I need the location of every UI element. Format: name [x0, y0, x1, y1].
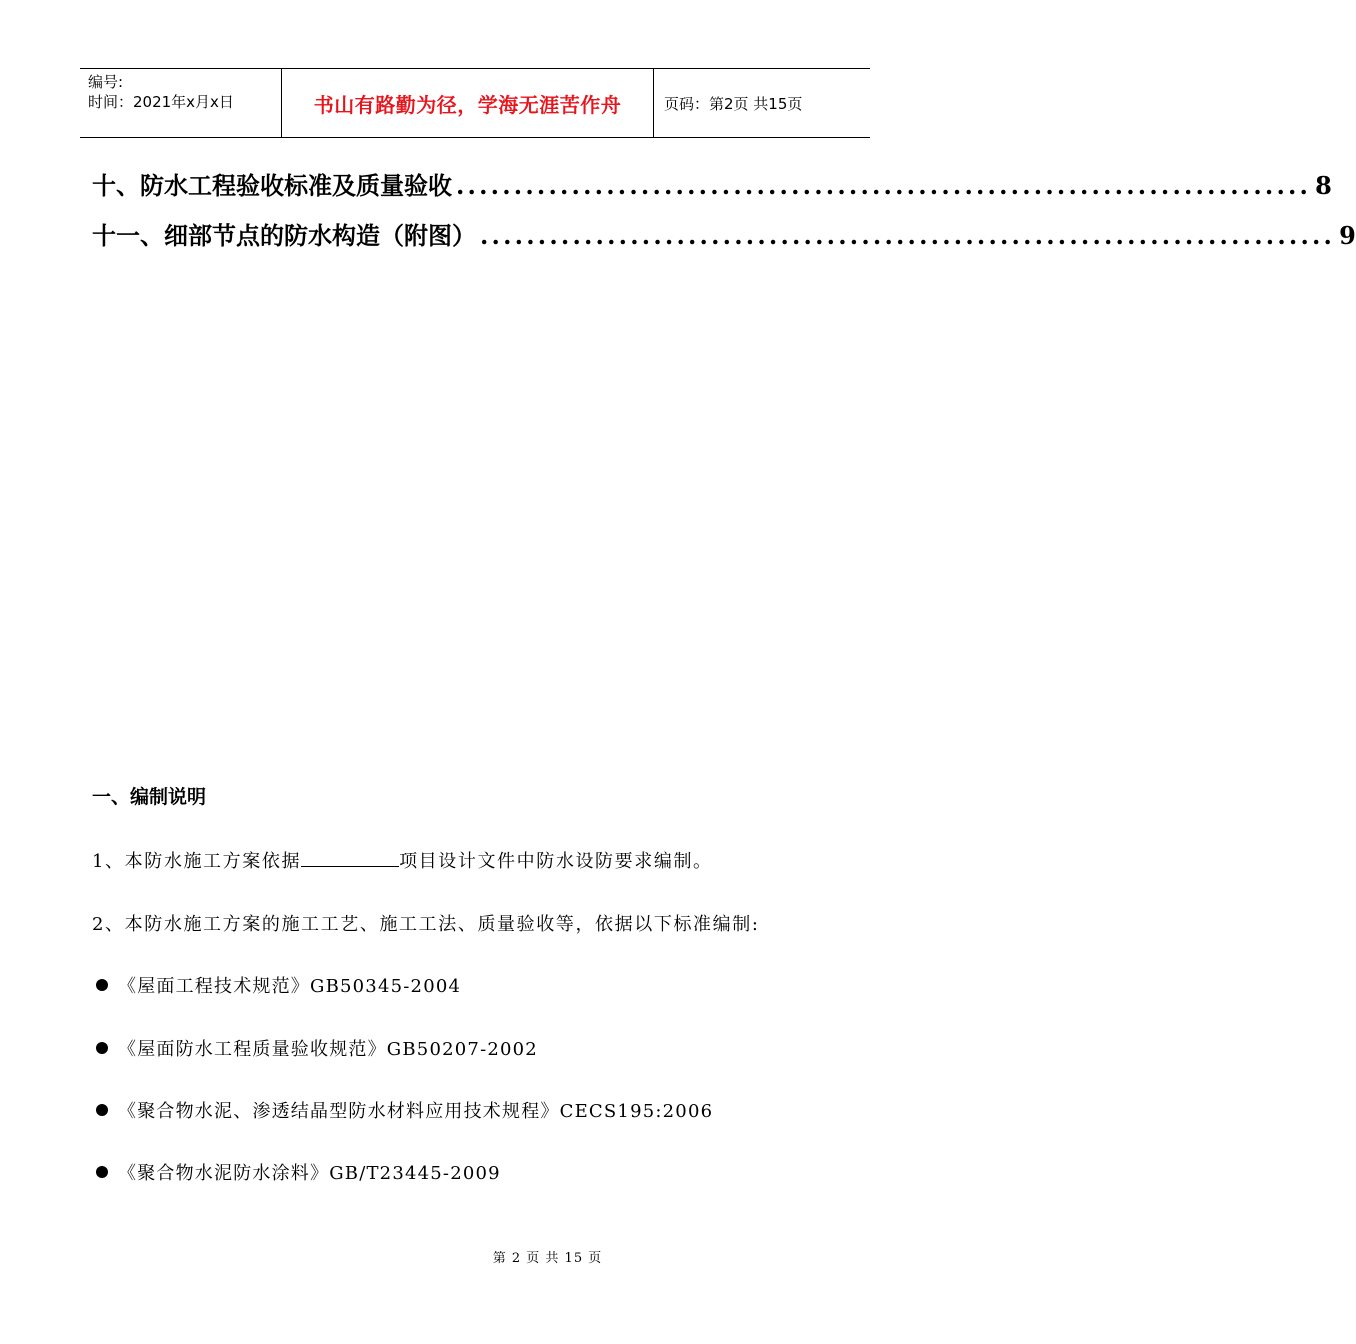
- header-motto: 书山有路勤为径，学海无涯苦作舟: [313, 92, 622, 117]
- bullet-icon: [96, 1104, 108, 1116]
- toc-entry-page: 9: [1339, 221, 1356, 250]
- bullet-icon: [96, 1166, 108, 1178]
- page-footer: [0, 1247, 950, 1266]
- standard-name: 《屋面工程技术规范》GB50345-2004: [118, 976, 462, 997]
- standard-name: 《聚合物水泥防水涂料》GB/T23445-2009: [118, 1163, 501, 1184]
- paragraph-basis-end: 项目设计文件中防水设防要求编制。: [399, 851, 713, 872]
- toc-leader-dots: ..........................................................................: [480, 221, 1336, 250]
- table-of-contents: [92, 166, 1356, 256]
- standard-list-item: [96, 1097, 713, 1123]
- standard-list-item: [96, 972, 461, 998]
- toc-entry-title: 十一、细部节点的防水构造（附图）: [92, 221, 476, 250]
- bullet-icon: [96, 979, 108, 991]
- toc-entry[interactable]: [92, 166, 1332, 206]
- header-motto-cell: [282, 69, 654, 137]
- paragraph-basis-start: 1、本防水施工方案依据: [92, 851, 302, 872]
- section-title: 一、编制说明: [92, 786, 207, 808]
- paragraph-basis: [92, 847, 713, 873]
- standard-list-item: [96, 1035, 538, 1061]
- toc-entry[interactable]: [92, 216, 1356, 256]
- footer-page-number: 第 2 页 共 15 页: [492, 1251, 603, 1266]
- toc-leader-dots: ..........................................................................: [456, 171, 1312, 200]
- header-meta-cell: [80, 69, 282, 137]
- document-time-label: 时间：2021年x月x日: [88, 93, 234, 111]
- standard-name: 《屋面防水工程质量验收规范》GB50207-2002: [118, 1039, 538, 1060]
- standard-name: 《聚合物水泥、渗透结晶型防水材料应用技术规程》CECS195:2006: [118, 1101, 714, 1122]
- standard-list-item: [96, 1159, 501, 1185]
- toc-entry-page: 8: [1315, 171, 1332, 200]
- header-page-info: 页码：第2页 共15页: [664, 94, 803, 113]
- bullet-icon: [96, 1042, 108, 1054]
- fill-in-blank: [301, 848, 399, 867]
- document-number-label: 编号:: [88, 73, 124, 91]
- paragraph-standards-intro: 2、本防水施工方案的施工工艺、施工工法、质量验收等，依据以下标准编制:: [92, 914, 760, 935]
- page-header: [80, 68, 870, 138]
- toc-entry-title: 十、防水工程验收标准及质量验收: [92, 171, 452, 200]
- header-page-cell: [654, 69, 870, 137]
